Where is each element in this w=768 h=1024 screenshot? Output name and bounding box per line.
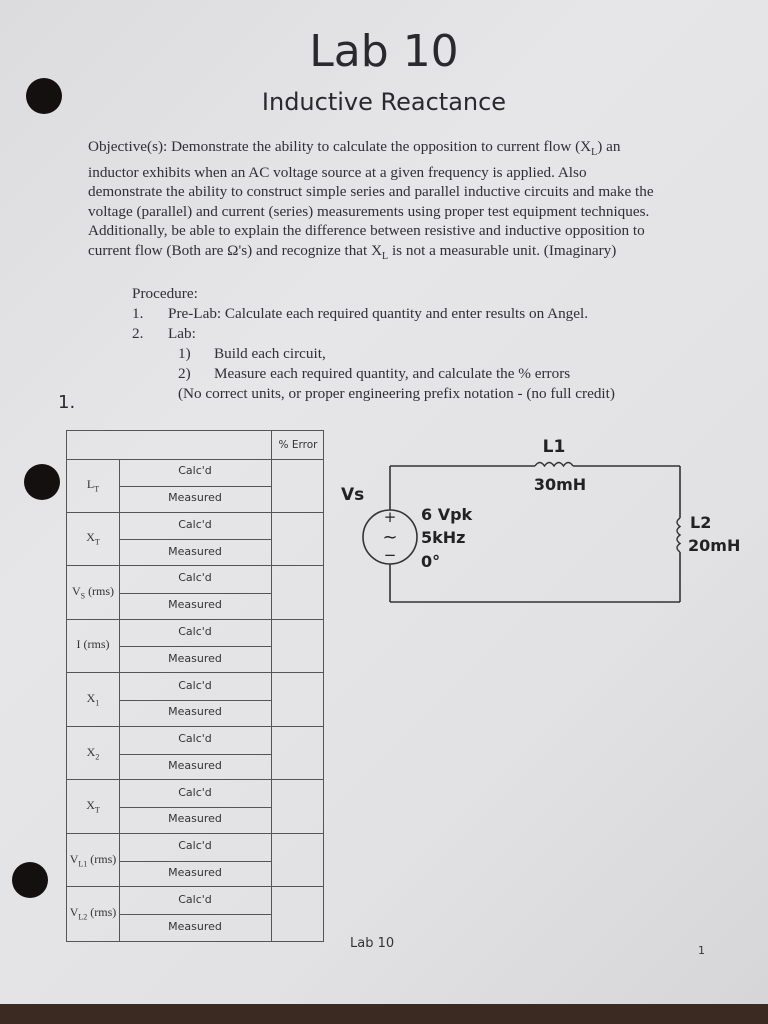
table-row <box>67 727 323 781</box>
row-label-text: L <box>86 476 95 491</box>
table-row <box>67 834 323 888</box>
cell-divider <box>119 486 271 487</box>
cell-divider <box>119 700 271 701</box>
row-label-suffix: (rms) <box>87 851 117 866</box>
subitem-text: Measure each required quantity, and calculate the % errors <box>214 365 571 382</box>
source-frequency: 5kHz <box>421 528 466 547</box>
calc-cell: Calc'd <box>178 839 212 853</box>
table-row <box>67 887 323 941</box>
item-text: Lab: <box>168 325 196 342</box>
cell-divider <box>119 646 271 647</box>
row-label-text: X <box>86 690 96 705</box>
objective-line: Objective(s): Demonstrate the ability to calculate the opposition to current flow (X <box>88 138 592 155</box>
item-number: 1. <box>132 305 144 322</box>
measured-cell: Measured <box>168 598 222 612</box>
row-label-suffix: (rms) <box>87 905 117 920</box>
calc-cell: Calc'd <box>178 732 212 746</box>
source-minus: − <box>383 546 397 564</box>
calc-cell: Calc'd <box>178 517 212 531</box>
procedure-section <box>132 284 692 404</box>
source-phase: 0° <box>421 552 441 571</box>
procedure-item <box>132 324 692 344</box>
subscript: L <box>382 250 389 262</box>
row-label-text: I (rms) <box>76 637 110 652</box>
measured-cell: Measured <box>168 544 222 558</box>
table-row <box>67 673 323 727</box>
punch-hole-middle <box>24 464 60 500</box>
row-label <box>67 477 119 493</box>
procedure-note: (No correct units, or proper engineering prefix notation - (no full credit) <box>178 385 615 402</box>
problem-number: 1. <box>58 392 76 413</box>
item-text: Pre-Lab: Calculate each required quantity and enter results on Angel. <box>168 305 589 322</box>
subitem-text: Build each circuit, <box>214 345 326 362</box>
circuit-diagram <box>330 430 750 620</box>
row-label-text: V <box>69 905 79 920</box>
l2-value: 20mH <box>688 536 741 555</box>
table-row <box>67 513 323 567</box>
table-row <box>67 459 323 513</box>
subitem-number: 1) <box>178 345 191 362</box>
procedure-item <box>132 304 692 324</box>
objective-paragraph <box>88 137 688 266</box>
inductor-l2-coil-icon <box>677 518 680 552</box>
source-plus: + <box>383 508 397 526</box>
measured-cell: Measured <box>168 919 222 933</box>
measured-cell: Measured <box>168 651 222 665</box>
calc-cell: Calc'd <box>178 464 212 478</box>
inductor-l1-coil-icon <box>535 463 573 467</box>
row-label <box>67 530 119 546</box>
source-label: Vs <box>341 485 365 505</box>
row-label-subscript: L1 <box>78 859 88 869</box>
objective-line: current flow (Both are Ω's) and recognize that X <box>88 241 383 259</box>
row-label <box>67 798 119 814</box>
calc-cell: Calc'd <box>178 571 212 585</box>
row-label-subscript: 1 <box>95 698 100 708</box>
calc-cell: Calc'd <box>178 892 212 906</box>
row-label <box>67 905 119 921</box>
cell-divider <box>119 754 271 755</box>
percent-error-header: % Error <box>271 431 324 459</box>
cell-divider <box>119 593 271 594</box>
row-label-text: X <box>86 530 95 545</box>
row-label <box>67 745 119 761</box>
measured-cell: Measured <box>168 812 222 826</box>
page-title: Lab 10 <box>309 26 459 77</box>
objective-line: voltage (parallel) and current (series) measurements using proper test equipment techniques. <box>88 202 650 220</box>
cell-divider <box>119 861 271 862</box>
calc-cell: Calc'd <box>178 625 212 639</box>
row-label-text: V <box>71 583 81 598</box>
table-header-row <box>67 431 323 460</box>
source-amplitude: 6 Vpk <box>421 505 473 524</box>
subitem-number: 2) <box>178 365 191 382</box>
objective-line: Additionally, be able to explain the difference between resistive and inductive opposition to <box>88 222 645 240</box>
measured-cell: Measured <box>168 866 222 880</box>
cell-divider <box>119 539 271 540</box>
table-row <box>67 620 323 674</box>
calc-cell: Calc'd <box>178 678 212 692</box>
objective-line-end: ) an <box>597 138 621 155</box>
row-label-subscript: T <box>94 537 100 547</box>
row-label <box>67 637 119 652</box>
row-label-suffix: (rms) <box>85 583 115 598</box>
objective-line: demonstrate the ability to construct simple series and parallel inductive circuits and make the <box>88 183 654 201</box>
row-label-subscript: S <box>80 591 86 601</box>
results-table <box>66 430 324 942</box>
l2-name: L2 <box>690 513 712 532</box>
calc-cell: Calc'd <box>178 785 212 799</box>
page-number: 1 <box>698 944 705 957</box>
row-label <box>67 852 119 868</box>
row-label-text: X <box>86 798 95 813</box>
procedure-subitem <box>132 364 692 384</box>
row-label <box>67 691 119 707</box>
objective-line: inductor exhibits when an AC voltage source at a given frequency is applied. Also <box>88 163 587 181</box>
procedure-heading: Procedure: <box>132 285 198 302</box>
row-label <box>67 584 119 600</box>
cell-divider <box>119 914 271 915</box>
row-label-subscript: T <box>94 484 100 494</box>
procedure-subitem <box>132 344 692 364</box>
table-row <box>67 780 323 834</box>
subscript: L <box>591 147 598 159</box>
objective-line-end: is not a measurable unit. (Imaginary) <box>388 241 617 259</box>
l1-name: L1 <box>542 437 566 457</box>
punch-hole-bottom <box>12 862 48 898</box>
l1-value: 30mH <box>533 475 587 494</box>
row-label-subscript: 2 <box>95 751 100 761</box>
row-label-text: X <box>86 744 96 759</box>
measured-cell: Measured <box>168 758 222 772</box>
row-label-subscript: L2 <box>78 912 88 922</box>
item-number: 2. <box>132 325 144 342</box>
table-row <box>67 566 323 620</box>
row-label-subscript: T <box>94 805 100 815</box>
cell-divider <box>119 807 271 808</box>
row-label-text: V <box>69 851 79 866</box>
footer-lab-label: Lab 10 <box>350 936 395 951</box>
measured-cell: Measured <box>168 705 222 719</box>
measured-cell: Measured <box>168 491 222 505</box>
source-ac-symbol: ~ <box>382 527 398 548</box>
page-subtitle: Inductive Reactance <box>261 88 507 116</box>
